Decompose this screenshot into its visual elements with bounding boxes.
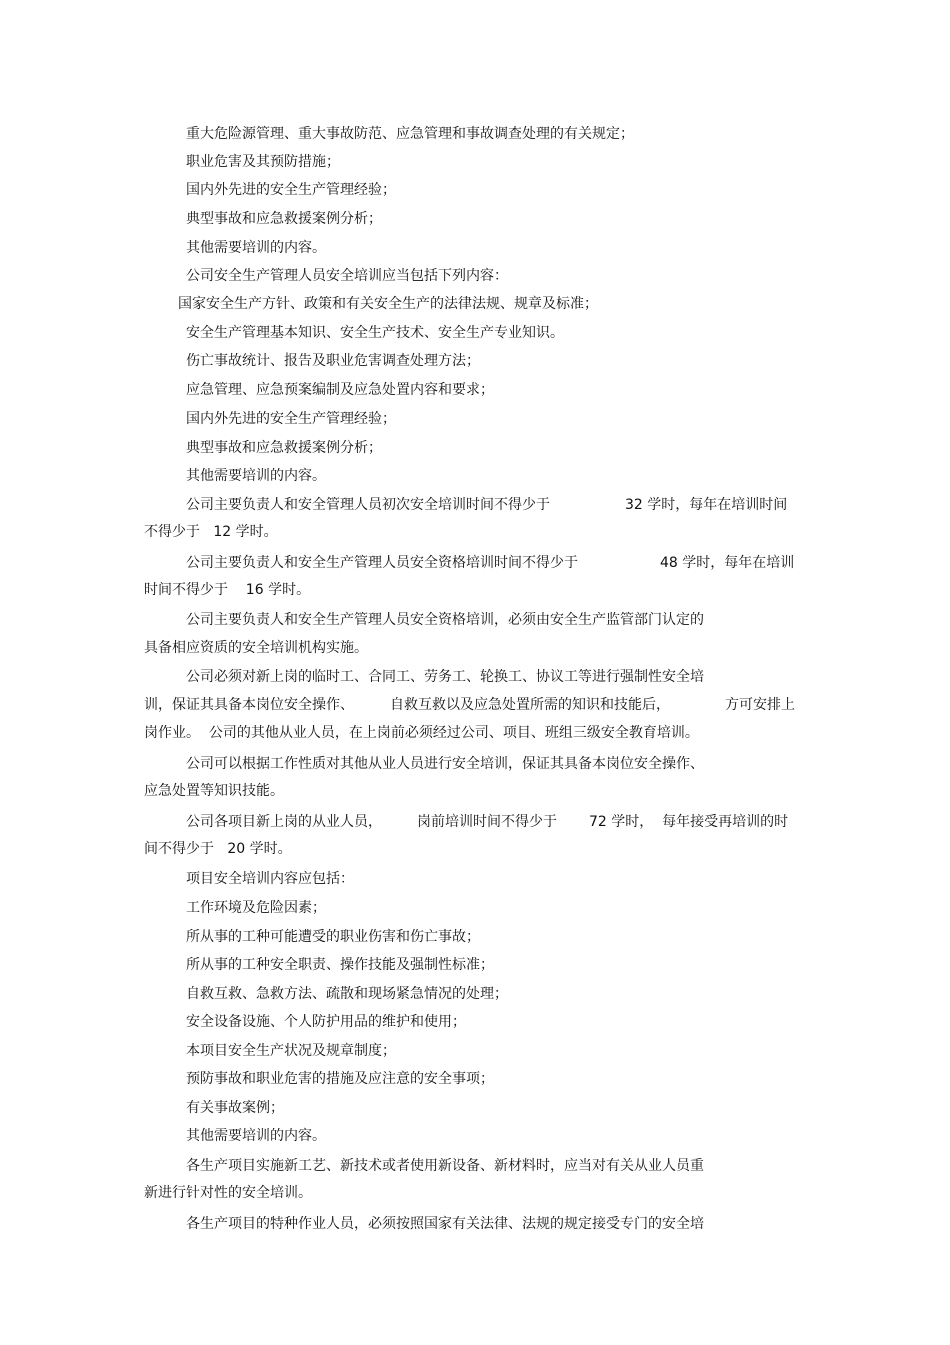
text-line: 公司主要负责人和安全生产管理人员安全资格培训，必须由安全生产监管部门认定的	[186, 612, 704, 628]
text-line: 应急管理、应急预案编制及应急处置内容和要求；	[186, 382, 494, 398]
text-line: 所从事的工种可能遭受的职业伤害和伤亡事故；	[186, 929, 480, 945]
text-line: 自救互救以及应急处置所需的知识和技能后，	[390, 697, 670, 713]
text-line: 训，保证其具备本岗位安全操作、	[144, 697, 354, 713]
text-line: 公司各项目新上岗的从业人员，	[186, 814, 382, 830]
text-line: 新进行针对性的安全培训。	[144, 1185, 312, 1201]
text-line: 公司可以根据工作性质对其他从业人员进行安全培训，保证其具备本岗位安全操作、	[186, 756, 704, 772]
text-line: 48 学时，每年在培训	[660, 555, 795, 571]
text-line: 自救互救、急救方法、疏散和现场紧急情况的处理；	[186, 986, 508, 1002]
text-line: 国家安全生产方针、政策和有关安全生产的法律法规、规章及标准；	[178, 296, 598, 312]
text-line: 应急处置等知识技能。	[144, 783, 284, 799]
text-line: 安全生产管理基本知识、安全生产技术、安全生产专业知识。	[186, 325, 564, 341]
text-line: 典型事故和应急救援案例分析；	[186, 440, 382, 456]
text-line: 典型事故和应急救援案例分析；	[186, 211, 382, 227]
text-line: 本项目安全生产状况及规章制度；	[186, 1043, 396, 1059]
text-line: 重大危险源管理、重大事故防范、应急管理和事故调查处理的有关规定；	[186, 126, 634, 142]
text-line: 各生产项目的特种作业人员，必须按照国家有关法律、法规的规定接受专门的安全培	[186, 1216, 704, 1232]
text-line: 公司主要负责人和安全生产管理人员安全资格培训时间不得少于	[186, 555, 578, 571]
text-line: 时间不得少于 16 学时。	[144, 582, 311, 598]
text-line: 国内外先进的安全生产管理经验；	[186, 182, 396, 198]
text-line: 其他需要培训的内容。	[186, 1128, 326, 1144]
text-line: 岗作业。 公司的其他从业人员，在上岗前必须经过公司、项目、班组三级安全教育培训。	[144, 725, 699, 741]
text-line: 其他需要培训的内容。	[186, 240, 326, 256]
text-line: 公司必须对新上岗的临时工、合同工、劳务工、轮换工、协议工等进行强制性安全培	[186, 669, 704, 685]
text-line: 国内外先进的安全生产管理经验；	[186, 411, 396, 427]
text-line: 项目安全培训内容应包括：	[186, 871, 354, 887]
text-line: 不得少于 12 学时。	[144, 524, 278, 540]
text-line: 72 学时， 每年接受再培训的时	[589, 814, 789, 830]
text-line: 具备相应资质的安全培训机构实施。	[144, 640, 368, 656]
text-line: 工作环境及危险因素；	[186, 900, 326, 916]
text-line: 间不得少于 20 学时。	[144, 841, 292, 857]
text-line: 其他需要培训的内容。	[186, 468, 326, 484]
text-line: 公司主要负责人和安全管理人员初次安全培训时间不得少于	[186, 497, 550, 513]
text-line: 32 学时，每年在培训时间	[625, 497, 788, 513]
text-line: 所从事的工种安全职责、操作技能及强制性标准；	[186, 957, 494, 973]
text-line: 有关事故案例；	[186, 1100, 284, 1116]
text-line: 各生产项目实施新工艺、新技术或者使用新设备、新材料时，应当对有关从业人员重	[186, 1158, 704, 1174]
text-line: 方可安排上	[725, 697, 795, 713]
text-line: 预防事故和职业危害的措施及应注意的安全事项；	[186, 1071, 494, 1087]
text-line: 职业危害及其预防措施；	[186, 154, 340, 170]
text-line: 岗前培训时间不得少于	[417, 814, 557, 830]
text-line: 公司安全生产管理人员安全培训应当包括下列内容：	[186, 268, 508, 284]
text-line: 安全设备设施、个人防护用品的维护和使用；	[186, 1014, 466, 1030]
text-line: 伤亡事故统计、报告及职业危害调查处理方法；	[186, 353, 480, 369]
